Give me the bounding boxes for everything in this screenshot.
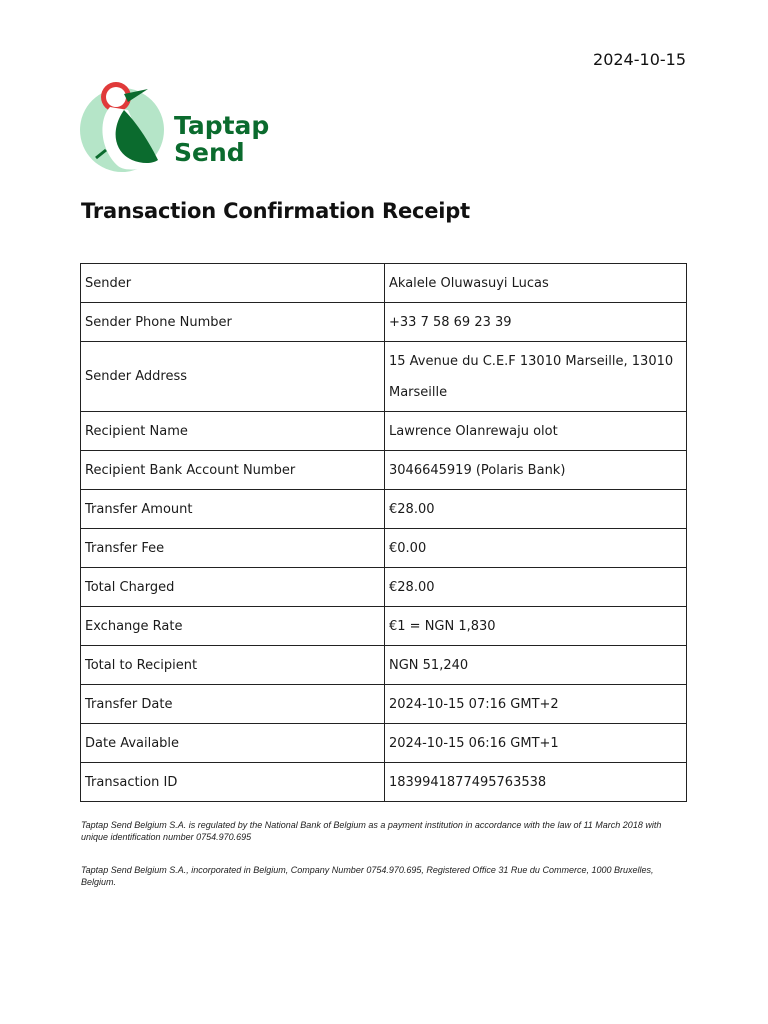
table-row xyxy=(81,607,687,646)
row-label: Transfer Amount xyxy=(81,490,385,529)
table-row xyxy=(81,529,687,568)
row-value: +33 7 58 69 23 39 xyxy=(385,303,687,342)
row-value: Lawrence Olanrewaju olot xyxy=(385,412,687,451)
table-row xyxy=(81,412,687,451)
table-row xyxy=(81,685,687,724)
table-row xyxy=(81,490,687,529)
row-label: Total Charged xyxy=(81,568,385,607)
table-row xyxy=(81,451,687,490)
row-value: 2024-10-15 06:16 GMT+1 xyxy=(385,724,687,763)
table-row xyxy=(81,646,687,685)
regulation-footnote: Taptap Send Belgium S.A. is regulated by the National Bank of Belgium as a payment institution in accordance with the law of 11 March 2018 with unique identification number 0754.970.695 xyxy=(81,820,662,842)
logo-wordmark-line2: Send xyxy=(174,138,245,167)
row-label: Exchange Rate xyxy=(81,607,385,646)
row-value: 15 Avenue du C.E.F 13010 Marseille, 13010 Marseille xyxy=(385,342,687,412)
logo-wordmark-line1: Taptap xyxy=(174,111,270,140)
bird-logo-icon xyxy=(80,80,300,172)
row-label: Transfer Date xyxy=(81,685,385,724)
row-label: Transaction ID xyxy=(81,763,385,802)
row-value: NGN 51,240 xyxy=(385,646,687,685)
receipt-date: 2024-10-15 xyxy=(593,50,686,69)
receipt-table xyxy=(80,263,687,802)
row-value: €28.00 xyxy=(385,568,687,607)
table-row xyxy=(81,724,687,763)
row-label: Sender xyxy=(81,264,385,303)
row-value: 1839941877495763538 xyxy=(385,763,687,802)
row-value: €28.00 xyxy=(385,490,687,529)
row-label: Total to Recipient xyxy=(81,646,385,685)
incorporation-footnote: Taptap Send Belgium S.A., incorporated in Belgium, Company Number 0754.970.695, Registered Office 31 Rue du Commerce, 1000 Bruxelles, Belgium. xyxy=(81,865,654,887)
row-label: Sender Phone Number xyxy=(81,303,385,342)
table-row xyxy=(81,763,687,802)
table-row xyxy=(81,264,687,303)
table-row xyxy=(81,568,687,607)
row-label: Recipient Name xyxy=(81,412,385,451)
row-label: Recipient Bank Account Number xyxy=(81,451,385,490)
table-row xyxy=(81,303,687,342)
row-label: Sender Address xyxy=(81,342,385,412)
table-row xyxy=(81,342,687,412)
row-label: Transfer Fee xyxy=(81,529,385,568)
page-title: Transaction Confirmation Receipt xyxy=(81,199,470,223)
row-value: Akalele Oluwasuyi Lucas xyxy=(385,264,687,303)
row-value: 2024-10-15 07:16 GMT+2 xyxy=(385,685,687,724)
row-value: €0.00 xyxy=(385,529,687,568)
row-label: Date Available xyxy=(81,724,385,763)
row-value: €1 = NGN 1,830 xyxy=(385,607,687,646)
taptap-send-logo xyxy=(80,80,300,172)
row-value: 3046645919 (Polaris Bank) xyxy=(385,451,687,490)
